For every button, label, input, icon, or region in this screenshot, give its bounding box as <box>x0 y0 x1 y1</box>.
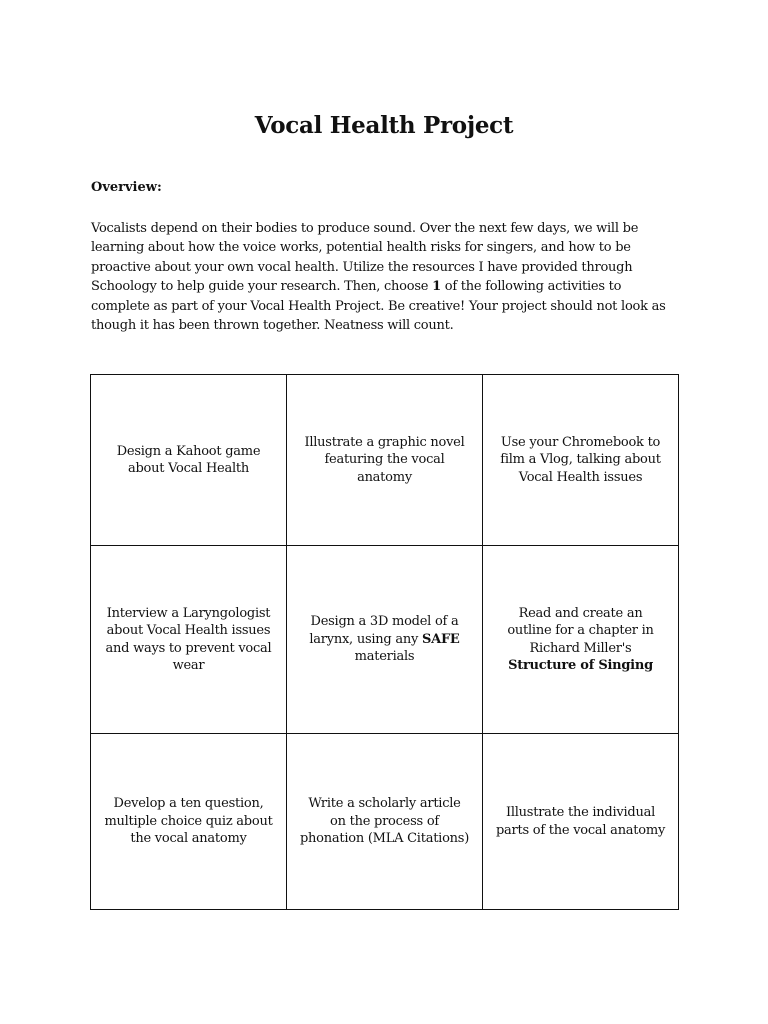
activity-text: Illustrate the individual parts of the vocal anatomy <box>495 805 666 838</box>
activity-text: Develop a ten question, multiple choice quiz about the vocal anatomy <box>104 796 273 847</box>
activity-cell-vlog <box>483 375 679 546</box>
activity-cell-graphic-novel <box>287 375 483 546</box>
intro-text-part1: Vocalists depend on their bodies to produce sound. Over the next few days, we will be learning about how the voice works, potential health risks for singers, and how to be proactive about your own vocal health. Utilize the resources I have provided through Schoology to help guide your research. Then, choose <box>91 221 639 295</box>
activity-text-post: materials <box>354 649 415 665</box>
activity-text: Write a scholarly article on the process of phonation (MLA Citations) <box>299 796 470 847</box>
activity-text-bold: Structure of Singing <box>508 658 653 673</box>
overview-heading: Overview: <box>91 180 162 195</box>
page-title: Vocal Health Project <box>254 112 514 139</box>
activity-cell-outline <box>483 546 679 734</box>
activity-cell-illustrate-parts <box>483 734 679 910</box>
activity-row-2 <box>91 546 679 734</box>
activity-cell-interview <box>91 546 287 734</box>
activity-text: Use your Chromebook to film a Vlog, talking about Vocal Health issues <box>500 434 661 485</box>
activity-cell-article <box>287 734 483 910</box>
intro-paragraph <box>91 219 683 335</box>
activity-grid <box>90 374 679 910</box>
activity-text: Illustrate a graphic novel featuring the vocal anatomy <box>304 434 465 485</box>
activity-text: Interview a Laryngologist about Vocal Health issues and ways to prevent vocal wear <box>105 605 272 673</box>
activity-text-pre: Read and create an outline for a chapter in Richard Miller's <box>507 605 654 656</box>
activity-row-1 <box>91 375 679 546</box>
activity-text-bold: SAFE <box>421 631 460 647</box>
activity-text-pre: Design a 3D model of a larynx, using any <box>309 614 459 647</box>
activity-text: Design a Kahoot game about Vocal Health <box>116 443 261 476</box>
activity-cell-kahoot <box>91 375 287 546</box>
activity-cell-3d-model <box>287 546 483 734</box>
intro-text-part2: of the following activities to complete as part of your Vocal Health Project. Be creative! Your project should not look as though it has been thrown together. Neatness will count. <box>91 279 666 334</box>
activity-cell-quiz <box>91 734 287 910</box>
activity-row-3 <box>91 734 679 910</box>
intro-bold-count: 1 <box>432 279 441 295</box>
